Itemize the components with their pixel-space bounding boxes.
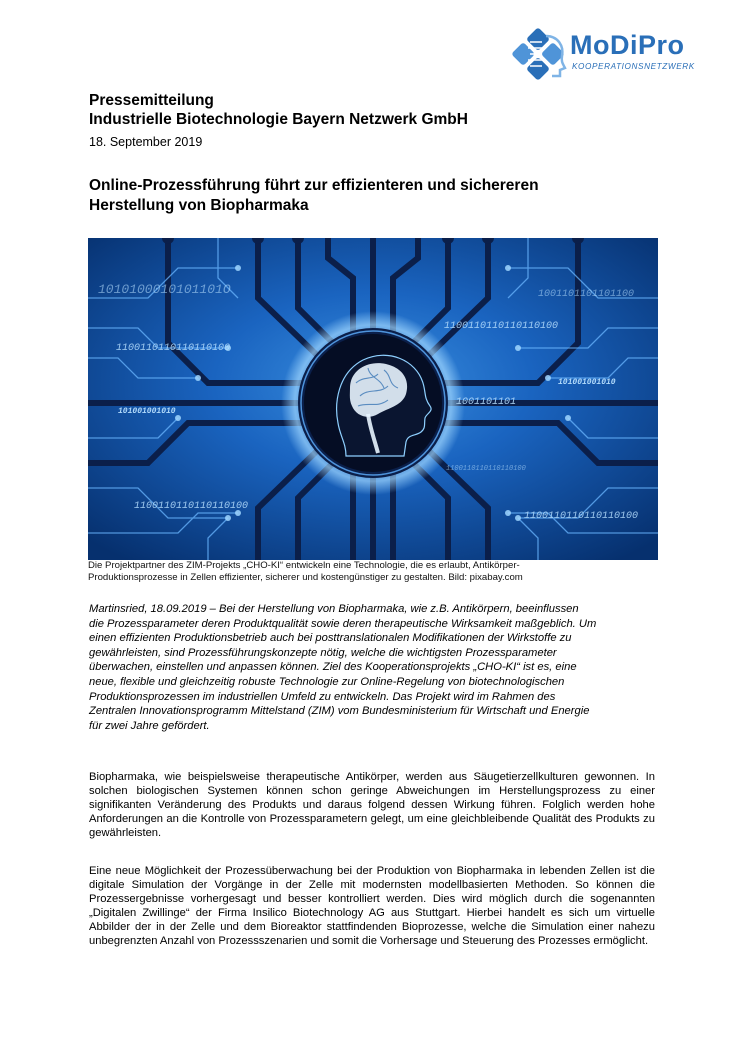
binary-text-7: 101001001010 [558,378,616,387]
lead-line: Produktionsprozessen im industriellen Umfeld zu entwickeln. Das Projekt wird im Rahmen des [89,690,556,703]
press-label: Pressemitteilung [89,92,214,109]
binary-text-6: 1001101101 [456,397,517,408]
binary-text-5: 1100110110110110100 [444,321,559,332]
body-paragraph-1: Biopharmaka, wie beispielsweise therapeutische Antikörper, werden aus Säugetierzellkulturen gewonnen. In solchen biologischen Systemen können schon geringe Abweichungen im Herstellungsprozess zu einer signifikanten Veränderung des Produkts und daraus folgend dessen Wirkung führen. Folglich werden hohe Anforderungen an die Kontrolle von Prozessparametern gelegt, um eine gleichbleibende Qualität des Produkts zu gewährleisten. [89,771,655,840]
lead-line: einen effizienten Produktionsbetrieb auch bei posttranslationalen Modifikationen der Wirkstoffe zu [89,632,572,645]
logo-name: MoDiPro [570,30,685,60]
release-date: 18. September 2019 [89,135,203,149]
lead-line: Martinsried, 18.09.2019 – Bei der Herstellung von Biopharmaka, wie z.B. Antikörpern, beeinflussen [89,603,579,615]
lead-line: neue, flexible und gleichzeitig robuste Technologie zur Online-Regelung von biotechnologischen [89,675,565,688]
organization-name: Industrielle Biotechnologie Bayern Netzwerk GmbH [89,111,468,128]
headline [89,176,659,216]
caption-line-2: Produktionsprozesse in Zellen effizienter, sicherer und kostengünstiger zu gestalten. Bild: pixabay.com [88,572,523,584]
binary-text-1: 1010100010101101O [98,282,231,297]
binary-text-3: 1001101101101100 [538,289,635,300]
binary-text-10: 1100110110110110100 [446,465,526,473]
lead-line: für zwei Jahre gefördert. [89,719,210,732]
image-caption [88,560,658,585]
circuit-brain-image [88,238,658,560]
caption-line-1: Die Projektpartner des ZIM-Projekts „CHO-KI“ entwickeln eine Technologie, die es erlaubt, Antikörper- [88,560,520,571]
lead-paragraph [89,602,655,733]
press-header [89,91,649,151]
headline-line-2: Herstellung von Biopharmaka [89,197,309,214]
body-paragraph-2: Eine neue Möglichkeit der Prozessüberwachung bei der Produktion von Biopharmaka in lebenden Zellen ist die digitale Simulation der Vorgänge in der Zelle mit modernsten modellbasierten Methoden. So können die Prozessergebnisse vorhergesagt und besser kontrolliert werden. Dies wird möglich durch die sogenannten „Digitalen Zwillinge“ der Firma Insilico Biotechnology AG aus Stuttgart. Hierbei handelt es sich um virtuelle Abbilder der in der Zelle und dem Bioreaktor stattfindenden Bioprozesse, welche die Simulation einer nahezu unbegrenzten Anzahl von Prozessszenarien und somit die Vorhersage und Steuerung des Prozesses ermöglicht. [89,865,655,948]
lead-line: die Prozessparameter deren Produktqualität sowie deren therapeutische Wirksamkeit maßgeblich. Um [89,617,597,630]
logo-tagline: KOOPERATIONSNETZWERK [572,62,695,71]
binary-text-2: 1100110110110110100 [116,343,231,354]
binary-text-9: 1100110110110110100 [524,511,639,522]
binary-text-4: 101001001010 [118,407,176,416]
headline-line-1: Online-Prozessführung führt zur effizienteren und sichereren [89,177,539,194]
binary-text-8: 1100110110110110100 [134,501,249,512]
modipro-logo [508,26,714,82]
logo-mark-icon [508,26,568,82]
lead-line: Zentralen Innovationsprogramm Mittelstand (ZIM) vom Bundesministerium für Wirtschaft und Energie [89,705,590,718]
lead-line: gewährleisten, sind Prozessführungskonzepte nötig, welche die wichtigsten Prozessparameter [89,646,557,659]
lead-line: überwachen, einstellen und anpassen können. Ziel des Kooperationsprojekts „CHO-KI“ ist es, eine [89,661,577,674]
